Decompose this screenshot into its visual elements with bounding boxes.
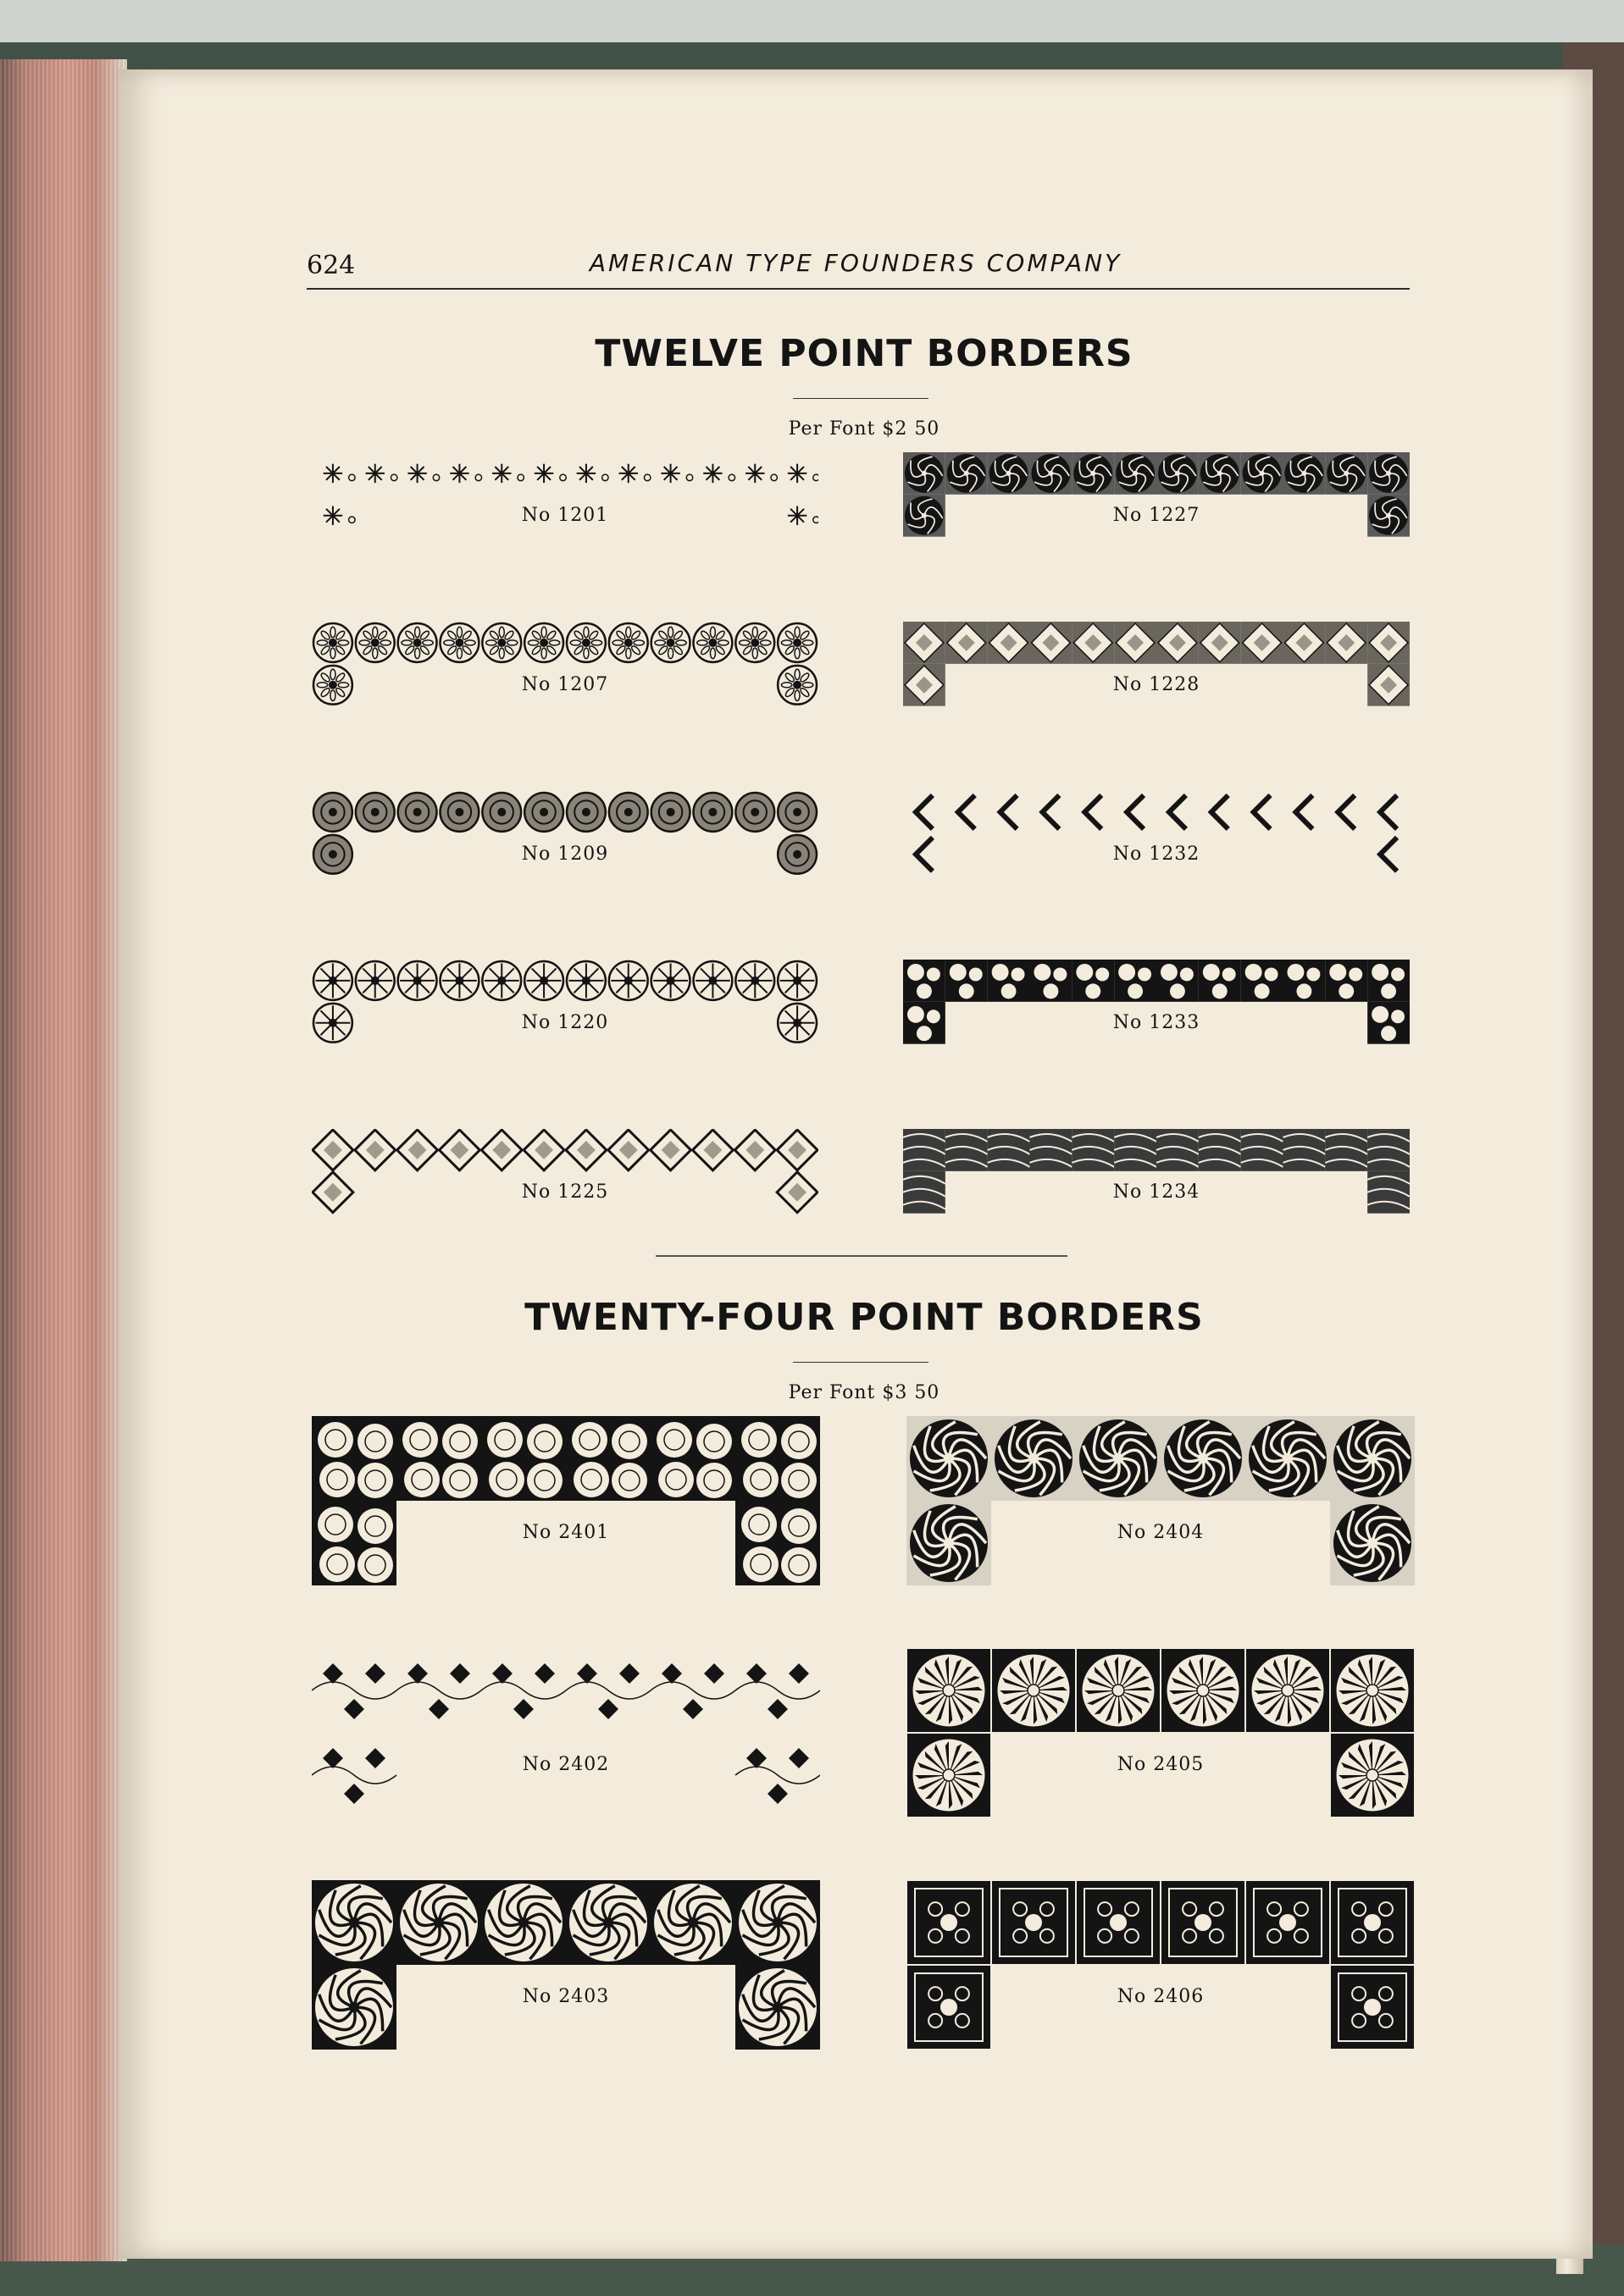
price-twelve-point: Per Font $2 50 — [788, 418, 940, 440]
border-specimen — [312, 622, 818, 715]
border-number-label: No 1232 — [1112, 844, 1200, 866]
border-specimen — [312, 1648, 820, 1822]
header-rule — [307, 288, 1410, 290]
border-ornament-target-ring — [312, 791, 818, 884]
border-number-label: No 1225 — [521, 1181, 609, 1203]
border-ornament-asterisk-circle — [312, 452, 818, 545]
section-title-twenty-four-point: TWENTY-FOUR POINT BORDERS — [524, 1296, 1204, 1339]
border-ornament-sunburst-tile — [906, 1648, 1415, 1822]
border-specimen — [312, 791, 818, 884]
section-divider-rule — [656, 1255, 1067, 1257]
border-specimen — [903, 1129, 1410, 1222]
border-specimen — [312, 1880, 820, 2054]
page-stack-edge — [0, 59, 127, 2261]
border-specimen — [312, 1129, 818, 1222]
border-number-label: No 1233 — [1112, 1012, 1200, 1034]
border-ornament-pebble — [903, 960, 1410, 1053]
border-ornament-chevron — [903, 791, 1410, 884]
border-ornament-diamond-chain — [312, 1129, 818, 1222]
border-ornament-rope — [903, 1129, 1410, 1222]
border-ornament-swirl-small — [903, 452, 1410, 545]
border-ornament-arabesque — [312, 1648, 820, 1822]
border-number-label: No 1220 — [521, 1012, 609, 1034]
border-ornament-rosette-ring — [312, 622, 818, 715]
border-number-label: No 2403 — [522, 1986, 610, 2007]
border-specimen — [312, 960, 818, 1053]
border-number-label: No 1207 — [521, 674, 609, 696]
border-ornament-wheel-ring — [312, 960, 818, 1053]
border-specimen — [312, 1416, 820, 1590]
page-number: 624 — [307, 251, 356, 280]
border-ornament-spiral-large — [906, 1416, 1415, 1590]
border-number-label: No 1209 — [521, 844, 609, 866]
border-ornament-bubbles — [312, 1416, 820, 1590]
border-number-label: No 1228 — [1112, 674, 1200, 696]
border-specimen — [903, 791, 1410, 884]
border-specimen — [903, 452, 1410, 545]
border-ornament-floral-tile — [906, 1880, 1415, 2054]
running-head: AMERICAN TYPE FOUNDERS COMPANY — [589, 249, 1122, 277]
border-number-label: No 1227 — [1112, 505, 1200, 527]
border-number-label: No 2401 — [522, 1522, 610, 1543]
border-specimen — [903, 622, 1410, 715]
border-specimen — [312, 452, 818, 545]
border-number-label: No 2402 — [522, 1754, 610, 1775]
title-swash-rule — [793, 398, 928, 399]
border-number-label: No 2405 — [1117, 1754, 1205, 1775]
border-number-label: No 1234 — [1112, 1181, 1200, 1203]
border-number-label: No 2404 — [1117, 1522, 1205, 1543]
price-twenty-four-point: Per Font $3 50 — [788, 1382, 940, 1403]
border-ornament-diamond-lattice — [903, 622, 1410, 715]
section-title-twelve-point: TWELVE POINT BORDERS — [595, 332, 1133, 375]
border-ornament-pinwheel-black — [312, 1880, 820, 2054]
border-number-label: No 2406 — [1117, 1986, 1205, 2007]
border-specimen — [903, 960, 1410, 1053]
border-number-label: No 1201 — [521, 505, 609, 527]
border-specimen — [906, 1880, 1415, 2054]
border-specimen — [906, 1416, 1415, 1590]
title-swash-rule — [793, 1362, 928, 1363]
border-specimen — [906, 1648, 1415, 1822]
